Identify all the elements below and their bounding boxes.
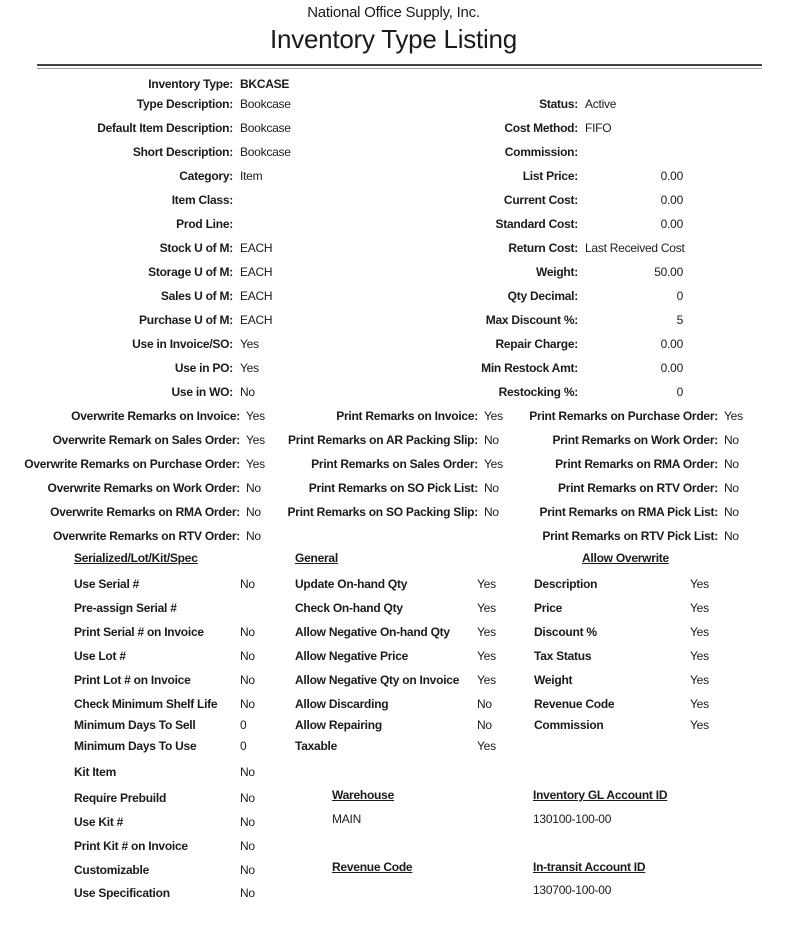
field-label: Weight: [534, 673, 573, 687]
field-row: [534, 716, 709, 734]
field-label: Allow Repairing: [295, 718, 382, 732]
field-row: [534, 692, 709, 716]
field-value: 0.00: [660, 193, 683, 207]
field-value: Bookcase: [240, 97, 291, 111]
field-value: 0: [676, 289, 683, 303]
field-row: [40, 188, 291, 212]
field-value: No: [240, 886, 255, 900]
field-row: [290, 404, 503, 428]
field-value: No: [724, 505, 739, 519]
field-value: No: [484, 505, 499, 519]
field-value: 0: [240, 718, 247, 732]
field-row: [40, 380, 291, 404]
field-row: [40, 260, 291, 284]
field-label: Minimum Days To Sell: [74, 718, 196, 732]
field-value: No: [724, 529, 739, 543]
field-label: Use Specification: [74, 886, 170, 900]
field-row: [295, 734, 496, 758]
field-value: No: [484, 481, 499, 495]
section-heading-allow-overwrite: Allow Overwrite: [582, 551, 669, 565]
field-row: [410, 212, 683, 236]
field-label: Tax Status: [534, 649, 592, 663]
field-row: [20, 428, 265, 452]
field-value: No: [240, 385, 255, 399]
field-value: No: [240, 649, 255, 663]
field-value: No: [240, 673, 255, 687]
field-label: Pre-assign Serial #: [74, 601, 177, 615]
allow-overwrite-fields: [534, 572, 709, 734]
field-row: [74, 881, 255, 905]
field-label: Item Class:: [171, 193, 233, 207]
field-row: [410, 332, 683, 356]
field-value: 0.00: [660, 361, 683, 375]
field-row: [295, 668, 496, 692]
field-row: [40, 140, 291, 164]
field-row: [40, 284, 291, 308]
field-label: Restocking %:: [498, 385, 578, 399]
field-label: Allow Negative Qty on Invoice: [295, 673, 460, 687]
field-label: List Price:: [522, 169, 578, 183]
warehouse-heading: Warehouse: [332, 788, 394, 802]
field-label: Require Prebuild: [74, 791, 167, 805]
field-row: [74, 596, 255, 620]
field-label: Print Kit # on Invoice: [74, 839, 188, 853]
field-value: No: [246, 529, 261, 543]
field-label: Print Serial # on Invoice: [74, 625, 204, 639]
field-row: [534, 620, 709, 644]
field-label: Allow Negative Price: [295, 649, 409, 663]
field-label: Stock U of M:: [159, 241, 233, 255]
field-value: No: [240, 791, 255, 805]
field-label: Type Description:: [136, 97, 233, 111]
field-value: Yes: [690, 601, 709, 615]
field-label: Check Minimum Shelf Life: [74, 697, 218, 711]
field-label: Kit Item: [74, 765, 117, 779]
field-value: 50.00: [654, 265, 683, 279]
field-label: Default Item Description:: [97, 121, 233, 135]
field-value: No: [477, 718, 492, 732]
field-label: Current Cost:: [503, 193, 578, 207]
field-label: Overwrite Remark on Sales Order:: [52, 433, 240, 447]
field-value: FIFO: [585, 121, 612, 135]
field-row: [295, 692, 496, 716]
field-label: Print Remarks on Purchase Order:: [529, 409, 718, 423]
in-transit-heading: In-transit Account ID: [533, 860, 646, 874]
field-row: [74, 644, 255, 668]
field-row: [410, 356, 683, 380]
field-label: Check On-hand Qty: [295, 601, 403, 615]
field-row: [410, 188, 683, 212]
field-value: Yes: [477, 625, 496, 639]
field-value: Yes: [477, 673, 496, 687]
field-row: [410, 260, 683, 284]
field-row: [40, 76, 291, 92]
field-row: [20, 452, 265, 476]
field-value: Yes: [724, 409, 743, 423]
field-label: Repair Charge:: [495, 337, 578, 351]
field-label: Allow Discarding: [295, 697, 389, 711]
field-row: [295, 620, 496, 644]
report-title: Inventory Type Listing: [270, 24, 517, 54]
field-value: 0: [676, 385, 683, 399]
field-row: [74, 620, 255, 644]
field-value: No: [240, 577, 255, 591]
field-row: [534, 644, 709, 668]
field-value: No: [240, 862, 255, 877]
field-row: [410, 236, 683, 260]
field-label: Commission: [534, 718, 604, 732]
field-row: [287, 428, 503, 452]
warehouse-value: MAIN: [332, 812, 361, 826]
field-label: Print Remarks on RTV Order:: [558, 481, 718, 495]
field-value: No: [484, 433, 499, 447]
field-row: [410, 308, 683, 332]
field-row: [74, 572, 255, 596]
field-value: Yes: [690, 697, 709, 711]
field-row: [40, 92, 291, 116]
field-value: Yes: [477, 649, 496, 663]
field-value: Yes: [690, 577, 709, 591]
field-value: Active: [585, 97, 617, 111]
field-row: [410, 116, 683, 140]
field-label: Print Remarks on RMA Pick List:: [539, 505, 718, 519]
field-label: Description: [534, 577, 598, 591]
field-row: [40, 236, 291, 260]
field-value: Last Received Cost: [585, 241, 685, 255]
serialized-fields: [74, 572, 255, 905]
field-value: Yes: [240, 361, 259, 375]
field-label: Cost Method:: [504, 121, 578, 135]
field-row: [74, 668, 255, 692]
field-label: Commission:: [504, 145, 578, 159]
remarks-col-print-sales: [287, 404, 503, 524]
field-label: Overwrite Remarks on RTV Order:: [53, 529, 240, 543]
field-row: [74, 858, 255, 881]
field-row: [530, 476, 743, 500]
field-value: Yes: [477, 601, 496, 615]
field-value: Bookcase: [240, 145, 291, 159]
field-label: Prod Line:: [176, 217, 233, 231]
field-label: Use Kit #: [74, 815, 124, 829]
field-row: [295, 644, 496, 668]
revenue-code-heading: Revenue Code: [332, 860, 413, 874]
field-value: No: [240, 697, 255, 711]
field-value: Yes: [484, 457, 503, 471]
field-row: [410, 164, 683, 188]
field-value: Yes: [484, 409, 503, 423]
field-label: Print Remarks on SO Packing Slip:: [287, 505, 478, 519]
field-label: Allow Negative On-hand Qty: [295, 625, 450, 639]
field-value: EACH: [240, 265, 273, 279]
field-label: Revenue Code: [534, 697, 615, 711]
field-value: Bookcase: [240, 121, 291, 135]
field-row: [295, 596, 496, 620]
field-row: [410, 92, 683, 116]
field-row: [534, 668, 709, 692]
inventory-gl-value: 130100-100-00: [533, 812, 612, 826]
field-label: Overwrite Remarks on Work Order:: [47, 481, 240, 495]
field-row: [40, 332, 291, 356]
field-value: No: [724, 457, 739, 471]
section-heading-general: General: [295, 551, 338, 565]
field-value: 5: [676, 313, 683, 327]
field-value: No: [240, 765, 255, 779]
field-row: [534, 596, 709, 620]
field-value: Yes: [240, 337, 259, 351]
field-row: [40, 308, 291, 332]
field-value: EACH: [240, 313, 273, 327]
field-row: [40, 116, 291, 140]
inventory-gl-heading: Inventory GL Account ID: [533, 788, 668, 802]
field-label: Print Lot # on Invoice: [74, 673, 191, 687]
field-label: Use Lot #: [74, 649, 126, 663]
field-row: [74, 810, 255, 834]
field-label: Print Remarks on RTV Pick List:: [542, 529, 718, 543]
field-row: [74, 834, 255, 858]
field-row: [74, 692, 255, 716]
field-label: Print Remarks on Sales Order:: [311, 457, 478, 471]
field-row: [40, 356, 291, 380]
field-label: Overwrite Remarks on RMA Order:: [50, 505, 240, 519]
field-label: Use Serial #: [74, 577, 140, 591]
field-row: [20, 404, 265, 428]
field-label: Discount %: [534, 625, 597, 639]
field-label: Sales U of M:: [160, 289, 233, 303]
field-label: Use in PO:: [174, 361, 233, 375]
field-label: Customizable: [74, 862, 150, 877]
general-fields: [295, 572, 496, 758]
field-value: 0.00: [660, 169, 683, 183]
field-value: 0.00: [660, 217, 683, 231]
field-row: [530, 500, 743, 524]
field-label: Print Remarks on RMA Order:: [555, 457, 718, 471]
field-value: Yes: [246, 457, 265, 471]
field-label: Inventory Type:: [148, 77, 233, 91]
field-value: 0: [240, 739, 247, 753]
company-name: National Office Supply, Inc.: [307, 4, 480, 21]
field-row: [40, 212, 291, 236]
field-label: Short Description:: [132, 145, 233, 159]
field-row: [410, 140, 683, 164]
field-row: [287, 500, 503, 524]
in-transit-value: 130700-100-00: [533, 883, 612, 897]
field-label: Qty Decimal:: [507, 289, 578, 303]
field-label: Print Remarks on SO Pick List:: [308, 481, 478, 495]
field-label: Overwrite Remarks on Purchase Order:: [24, 457, 240, 471]
field-label: Return Cost:: [508, 241, 578, 255]
field-value: BKCASE: [240, 77, 290, 91]
field-label: Storage U of M:: [148, 265, 233, 279]
field-row: [530, 404, 743, 428]
field-label: Print Remarks on AR Packing Slip:: [287, 433, 478, 447]
field-value: Yes: [690, 625, 709, 639]
field-label: Price: [534, 601, 563, 615]
field-value: Yes: [246, 409, 265, 423]
field-value: No: [240, 625, 255, 639]
field-value: No: [724, 481, 739, 495]
field-value: No: [246, 481, 261, 495]
field-row: [295, 716, 496, 734]
field-value: Yes: [477, 577, 496, 591]
field-label: Minimum Days To Use: [74, 739, 197, 753]
field-label: Use in WO:: [171, 385, 233, 399]
field-value: No: [724, 433, 739, 447]
field-row: [20, 500, 265, 524]
field-label: Print Remarks on Invoice:: [336, 409, 478, 423]
field-row: [410, 284, 683, 308]
field-value: EACH: [240, 289, 273, 303]
field-row: [290, 476, 503, 500]
section-heading-serialized: Serialized/Lot/Kit/Spec: [74, 551, 198, 565]
field-label: Standard Cost:: [495, 217, 578, 231]
field-row: [74, 734, 255, 758]
field-value: EACH: [240, 241, 273, 255]
field-row: [534, 572, 709, 596]
field-row: [290, 452, 503, 476]
field-label: Max Discount %:: [485, 313, 578, 327]
field-label: Taxable: [295, 739, 338, 753]
field-row: [20, 524, 265, 548]
top-right-fields: [410, 92, 683, 404]
field-row: [74, 758, 255, 786]
field-label: Overwrite Remarks on Invoice:: [71, 409, 240, 423]
field-row: [530, 524, 743, 548]
field-row: [530, 452, 743, 476]
header-rule: [37, 64, 762, 69]
field-value: 0.00: [660, 337, 683, 351]
field-label: Status:: [539, 97, 578, 111]
field-value: Item: [240, 169, 263, 183]
remarks-col-overwrite: [20, 404, 265, 548]
field-row: [295, 572, 496, 596]
top-left-fields: [40, 76, 291, 404]
remarks-col-print-purchase: [530, 404, 743, 548]
field-value: Yes: [690, 673, 709, 687]
field-value: No: [240, 839, 255, 853]
field-value: Yes: [690, 649, 709, 663]
field-label: Purchase U of M:: [138, 313, 233, 327]
field-value: Yes: [690, 718, 709, 732]
field-label: Weight:: [535, 265, 578, 279]
field-row: [530, 428, 743, 452]
field-row: [74, 786, 255, 810]
field-row: [20, 476, 265, 500]
field-value: No: [477, 697, 492, 711]
field-label: Print Remarks on Work Order:: [552, 433, 718, 447]
field-label: Update On-hand Qty: [295, 577, 408, 591]
field-label: Min Restock Amt:: [481, 361, 578, 375]
field-row: [74, 716, 255, 734]
field-value: Yes: [477, 739, 496, 753]
field-value: No: [246, 505, 261, 519]
field-label: Use in Invoice/SO:: [132, 337, 233, 351]
field-row: [40, 164, 291, 188]
field-value: Yes: [246, 433, 265, 447]
field-row: [410, 380, 683, 404]
field-label: Category:: [179, 169, 233, 183]
field-value: No: [240, 815, 255, 829]
